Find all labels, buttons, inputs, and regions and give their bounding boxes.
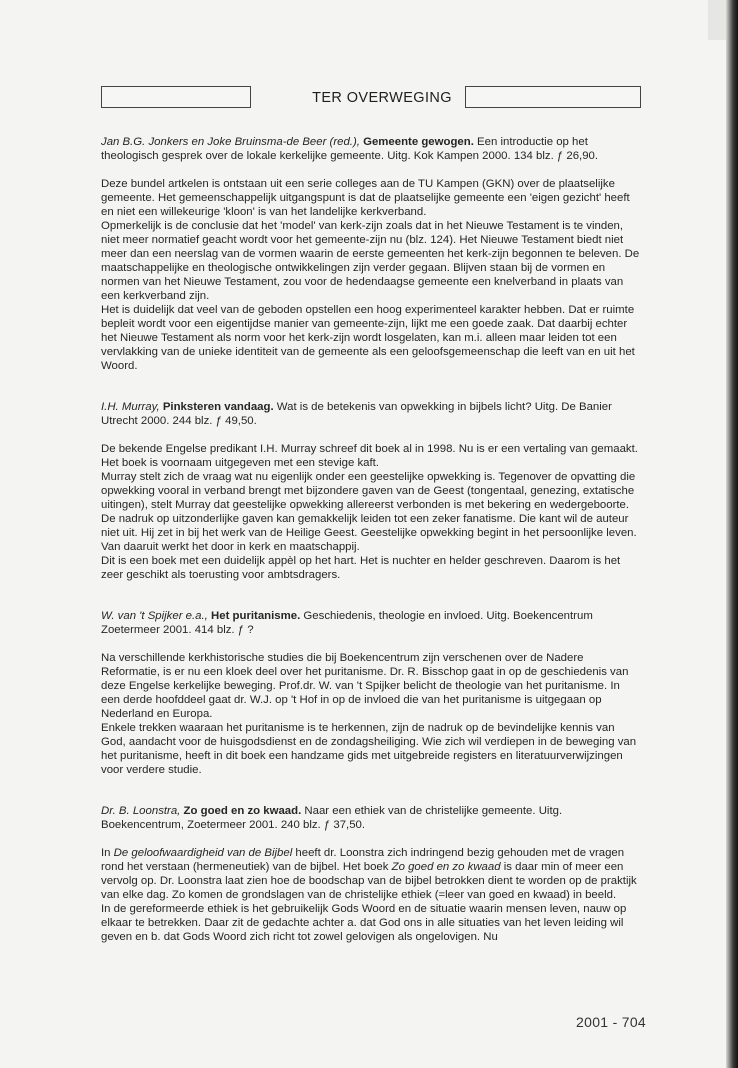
book-title: Zo goed en zo kwaad.	[183, 805, 302, 817]
book-details: Een introductie op het theologisch gesprek over de lokale kerkelijke gemeente. Uitg. Kok Kampen 2000. 134 blz. ƒ 26,90.	[101, 136, 599, 162]
review-paragraph: De bekende Engelse predikant I.H. Murray schreef dit boek al in 1998. Nu is er een vertaling van gemaakt. Het boek is voornaam uitgegeven met een stevige kaft.	[101, 443, 638, 469]
review-paragraph: Enkele trekken waaraan het puritanisme is te herkennen, zijn de nadruk op de bevindelijke kennis van God, aandacht voor de huisgodsdienst en de zondagsheiliging. Wie zich wil verdiepen in de beweging van het puritanisme, heeft in dit boek een handzame gids met uitgebreide registers en literatuurverwijzingen voor verdere studie.	[101, 722, 637, 776]
book-title: Het puritanisme.	[211, 610, 301, 622]
book-details: Geschiedenis, theologie en invloed. Uitg. Boekencentrum Zoetermeer 2001. 414 blz. ƒ ?	[101, 610, 593, 636]
review-item	[101, 135, 641, 373]
book-author: W. van 't Spijker e.a.,	[101, 610, 208, 622]
review-list	[101, 135, 641, 944]
book-title: Pinksteren vandaag.	[162, 401, 274, 413]
header-box-left	[101, 86, 251, 108]
section-header	[101, 86, 641, 110]
text-run: In	[101, 847, 114, 859]
review-paragraph: Na verschillende kerkhistorische studies die bij Boekencentrum zijn verschenen over de Nadere Reformatie, is er nu een kloek deel over het puritanisme. Dr. R. Bisschop gaat in op de geschiedenis van deze Engelse kerkelijke beweging. Prof.dr. W. van 't Spijker belicht de theologie van het puritanisme. In een derde hoofddeel gaat dr. W.J. op 't Hof in op de invloed die van het puritanisme is uitgegaan op Nederland en Europa.	[101, 652, 629, 720]
cited-book-title: Zo goed en zo kwaad	[391, 861, 501, 873]
review-paragraph: Deze bundel artkelen is ontstaan uit een serie colleges aan de TU Kampen (GKN) over de plaatselijke gemeente. Het gemeenschappelijk uitgangspunt is dat de plaatselijke gemeente een 'eigen gezicht' heeft en niet een willekeurige 'kloon' is van het landelijke kerkverband.	[101, 178, 630, 218]
book-author: Dr. B. Loonstra,	[101, 805, 181, 817]
review-paragraph: In de gereformeerde ethiek is het gebruikelijk Gods Woord en de situatie waarin mensen leven, nauw op elkaar te betrekken. Daar zit de gedachte achter a. dat God ons in alle situaties van het leven leiding wil geven en b. dat Gods Woord zich richt tot zowel gelovigen als ongelovigen. Nu	[101, 903, 627, 943]
review-paragraph: Murray stelt zich de vraag wat nu eigenlijk onder een geestelijke opwekking is. Tegenover de opvatting die opwekking vooral in verband brengt met bijzondere gaven van de Geest (tongentaal, genezing, extatische uitingen), stelt Murray dat geestelijke opwekking allereerst verbonden is met bekering en wedergeboorte. De nadruk op uitzonderlijke gaven kan gemakkelijk leiden tot een zeker fanatisme. Die kant wil de auteur niet uit. Hij zet in bij het werk van de Heilige Geest. Geestelijke opwekking begint in het persoonlijke leven. Van daaruit werkt het door in kerk en maatschappij.	[101, 471, 637, 553]
review-paragraph: Het is duidelijk dat veel van de geboden opstellen een hoog experimenteel karakter hebben. Dat er ruimte bepleit wordt voor een eigentijdse manier van gemeente-zijn, lijkt me een goede zaak. Dat daarbij echter het Nieuwe Testament als norm voor het kerk-zijn wordt losgelaten, kan m.i. alleen maar leiden tot een vervlakking van de unieke identiteit van de gemeente als een geloofsgemeenschap die leeft van en uit het Woord.	[101, 304, 635, 372]
review-paragraph	[101, 846, 641, 902]
scan-edge-top	[708, 0, 726, 40]
book-author: Jan B.G. Jonkers en Joke Bruinsma-de Beer (red.),	[101, 136, 360, 148]
book-details: Naar een ethiek van de christelijke gemeente. Uitg. Boekencentrum, Zoetermeer 2001. 240 blz. ƒ 37,50.	[101, 805, 563, 831]
scan-edge-right	[726, 0, 738, 1068]
text-run: heeft dr. Loonstra zich indringend bezig gehouden met de vragen rond het verstaan (hermeneutiek) van de bijbel. Het boek	[101, 847, 625, 873]
text-run: is daar min of meer een vervolg op. Dr. Loonstra laat zien hoe de boodschap van de bijbel betrokken dient te worden op de praktijk van elke dag. Zo komen de grondslagen van de christelijke ethiek (=leer van goed en kwaad) in beeld.	[101, 861, 637, 901]
book-details: Wat is de betekenis van opwekking in bijbels licht? Uitg. De Banier Utrecht 2000. 244 blz. ƒ 49,50.	[101, 401, 612, 427]
cited-book-title: De geloofwaardigheid van de Bijbel	[113, 847, 293, 859]
review-paragraph: Opmerkelijk is de conclusie dat het 'model' van kerk-zijn zoals dat in het Nieuwe Testament is te vinden, niet meer normatief geacht wordt voor het gemeente-zijn nu (blz. 124). Het Nieuwe Testament biedt niet meer dan een neerslag van de vormen waarin de eerste gemeenten het kerk-zijn begonnen te beleven. De maatschappelijke en theologische ontwikkelingen zijn verder gegaan. Blijven staan bij de vormen en normen van het Nieuwe Testament, zou voor de hedendaagse gemeente een knelverband in plaats van een kerkverband zijn.	[101, 220, 640, 302]
review-item	[101, 609, 641, 777]
book-reference	[101, 804, 641, 832]
book-author: I.H. Murray,	[101, 401, 160, 413]
book-title: Gemeente gewogen.	[363, 136, 474, 148]
book-reference	[101, 135, 641, 163]
page-number: 2001 - 704	[576, 1014, 646, 1030]
review-paragraph: Dit is een boek met een duidelijk appèl op het hart. Het is nuchter en helder geschreven. Daarom is het zeer geschikt als toerusting voor ambtsdragers.	[101, 555, 621, 581]
book-reference	[101, 609, 641, 637]
section-title: TER OVERWEGING	[312, 90, 452, 106]
review-item	[101, 400, 641, 582]
header-box-right	[465, 86, 641, 108]
review-item	[101, 804, 641, 944]
book-reference	[101, 400, 641, 428]
